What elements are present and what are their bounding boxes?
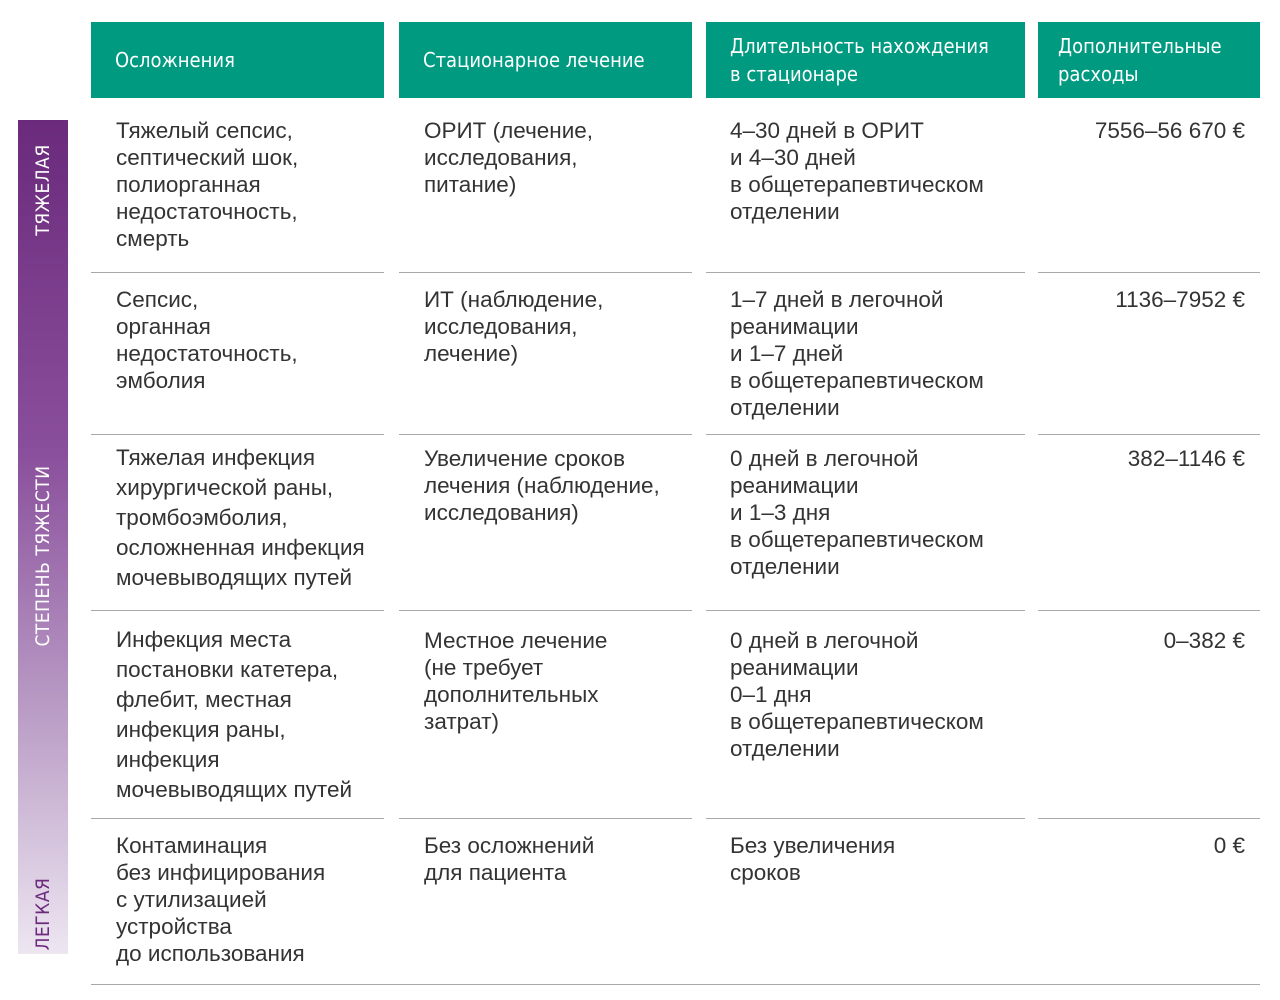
cell-line: осложненная инфекция — [116, 535, 365, 560]
header-duration — [706, 22, 1025, 98]
severity-scale-top-label: ТЯЖЕЛАЯ — [32, 144, 54, 236]
cell-line: исследования, — [424, 145, 578, 170]
cell-line: ИТ (наблюдение, — [424, 287, 604, 312]
cell-line: устройства — [116, 914, 232, 939]
header-line: Длительность нахождения — [730, 34, 989, 58]
cell-line: исследования) — [424, 500, 579, 525]
row-4-cost: 0–382 € — [1163, 628, 1245, 653]
row-3-duration — [730, 445, 984, 580]
cell-line: для пациента — [424, 860, 567, 885]
cell-line: реанимации — [730, 655, 859, 680]
cell-line: затрат) — [424, 709, 499, 734]
cell-line: дополнительных — [424, 682, 599, 707]
cell-line: сроков — [730, 860, 801, 885]
cell-line: мочевыводящих путей — [116, 777, 353, 802]
row-5-duration — [730, 832, 895, 886]
cell-line: флебит, местная — [116, 687, 292, 712]
cell-line: органная — [116, 314, 211, 339]
cell-line: эмболия — [116, 368, 206, 393]
cell-line: без инфицирования — [116, 860, 326, 885]
cell-line: Местное лечение — [424, 628, 608, 653]
cell-line: полиорганная — [116, 172, 261, 197]
header-line: Дополнительные — [1058, 34, 1222, 58]
cell-line: Сепсис, — [116, 287, 199, 312]
row-divider — [1038, 434, 1260, 435]
table-bottom-border — [91, 984, 1260, 985]
cell-line: и 1–3 дня — [730, 500, 831, 525]
row-divider — [706, 610, 1025, 611]
cell-line: реанимации — [730, 314, 859, 339]
header-treatment — [399, 22, 692, 98]
severity-scale-title: СТЕПЕНЬ ТЯЖЕСТИ — [32, 465, 54, 647]
cell-line: в общетерапевтическом — [730, 368, 984, 393]
row-2-duration — [730, 286, 984, 421]
severity-scale-bottom-label: ЛЕГКАЯ — [32, 877, 54, 951]
cell-line: Без увеличения — [730, 833, 896, 858]
row-divider — [706, 818, 1025, 819]
cell-line: отделении — [730, 554, 840, 579]
row-divider — [91, 434, 384, 435]
cell-line: отделении — [730, 395, 840, 420]
row-divider — [1038, 818, 1260, 819]
row-3-complications — [116, 443, 365, 593]
row-divider — [706, 272, 1025, 273]
row-divider — [91, 272, 384, 273]
row-divider — [399, 434, 692, 435]
cell-line: постановки катетера, — [116, 657, 339, 682]
row-divider — [91, 610, 384, 611]
cell-line: инфекция раны, — [116, 717, 286, 742]
cell-line: в общетерапевтическом — [730, 709, 984, 734]
cell-line: 0–1 дня — [730, 682, 812, 707]
cell-line: септический шок, — [116, 145, 299, 170]
row-5-treatment — [424, 832, 594, 886]
row-2-cost: 1136–7952 € — [1115, 287, 1245, 312]
row-4-duration — [730, 627, 984, 762]
cell-line: и 1–7 дней — [730, 341, 844, 366]
cell-line: хирургической раны, — [116, 475, 334, 500]
cell-line: реанимации — [730, 473, 859, 498]
cell-line: отделении — [730, 736, 840, 761]
cell-line: до использования — [116, 941, 305, 966]
row-divider — [399, 272, 692, 273]
row-divider — [1038, 610, 1260, 611]
row-2-complications — [116, 286, 298, 394]
cell-line: Тяжелая инфекция — [116, 445, 316, 470]
cell-line: мочевыводящих путей — [116, 565, 353, 590]
row-1-treatment — [424, 117, 593, 198]
header-line: расходы — [1058, 62, 1139, 86]
cell-line: 0 дней в легочной — [730, 446, 919, 471]
row-3-treatment — [424, 445, 660, 526]
row-4-complications — [116, 625, 352, 805]
row-1-duration — [730, 117, 984, 225]
row-2-treatment — [424, 286, 603, 367]
cell-line: Контаминация — [116, 833, 268, 858]
cell-line: с утилизацией — [116, 887, 267, 912]
cell-line: инфекция — [116, 747, 220, 772]
cell-line: недостаточность, — [116, 199, 298, 224]
header-line: в стационаре — [730, 62, 858, 86]
cell-line: смерть — [116, 226, 190, 251]
cell-line: (не требует — [424, 655, 544, 680]
row-5-cost: 0 € — [1213, 833, 1245, 858]
cell-line: 0 дней в легочной — [730, 628, 919, 653]
row-divider — [399, 818, 692, 819]
cell-line: в общетерапевтическом — [730, 172, 984, 197]
cell-line: недостаточность, — [116, 341, 298, 366]
row-divider — [399, 610, 692, 611]
cell-line: Увеличение сроков — [424, 446, 626, 471]
cell-line: лечение) — [424, 341, 519, 366]
row-3-cost: 382–1146 € — [1127, 446, 1245, 471]
header-line: Осложнения — [115, 48, 235, 72]
header-line: Стационарное лечение — [423, 48, 645, 72]
row-5-complications — [116, 832, 325, 967]
cell-line: исследования, — [424, 314, 578, 339]
cell-line: ОРИТ (лечение, — [424, 118, 594, 143]
cell-line: Тяжелый сепсис, — [116, 118, 293, 143]
cell-line: и 4–30 дней — [730, 145, 856, 170]
cell-line: 4–30 дней в ОРИТ — [730, 118, 924, 143]
row-4-treatment — [424, 627, 607, 735]
cell-line: питание) — [424, 172, 517, 197]
row-1-complications — [116, 117, 298, 252]
cell-line: в общетерапевтическом — [730, 527, 984, 552]
row-divider — [91, 818, 384, 819]
cell-line: лечения (наблюдение, — [424, 473, 660, 498]
row-1-cost: 7556–56 670 € — [1094, 118, 1245, 143]
cell-line: тромбоэмболия, — [116, 505, 288, 530]
cell-line: 1–7 дней в легочной — [730, 287, 944, 312]
row-divider — [1038, 272, 1260, 273]
header-extra-costs — [1038, 22, 1260, 98]
cell-line: Без осложнений — [424, 833, 595, 858]
header-complications — [91, 22, 384, 98]
cell-line: Инфекция места — [116, 627, 292, 652]
row-divider — [706, 434, 1025, 435]
cell-line: отделении — [730, 199, 840, 224]
